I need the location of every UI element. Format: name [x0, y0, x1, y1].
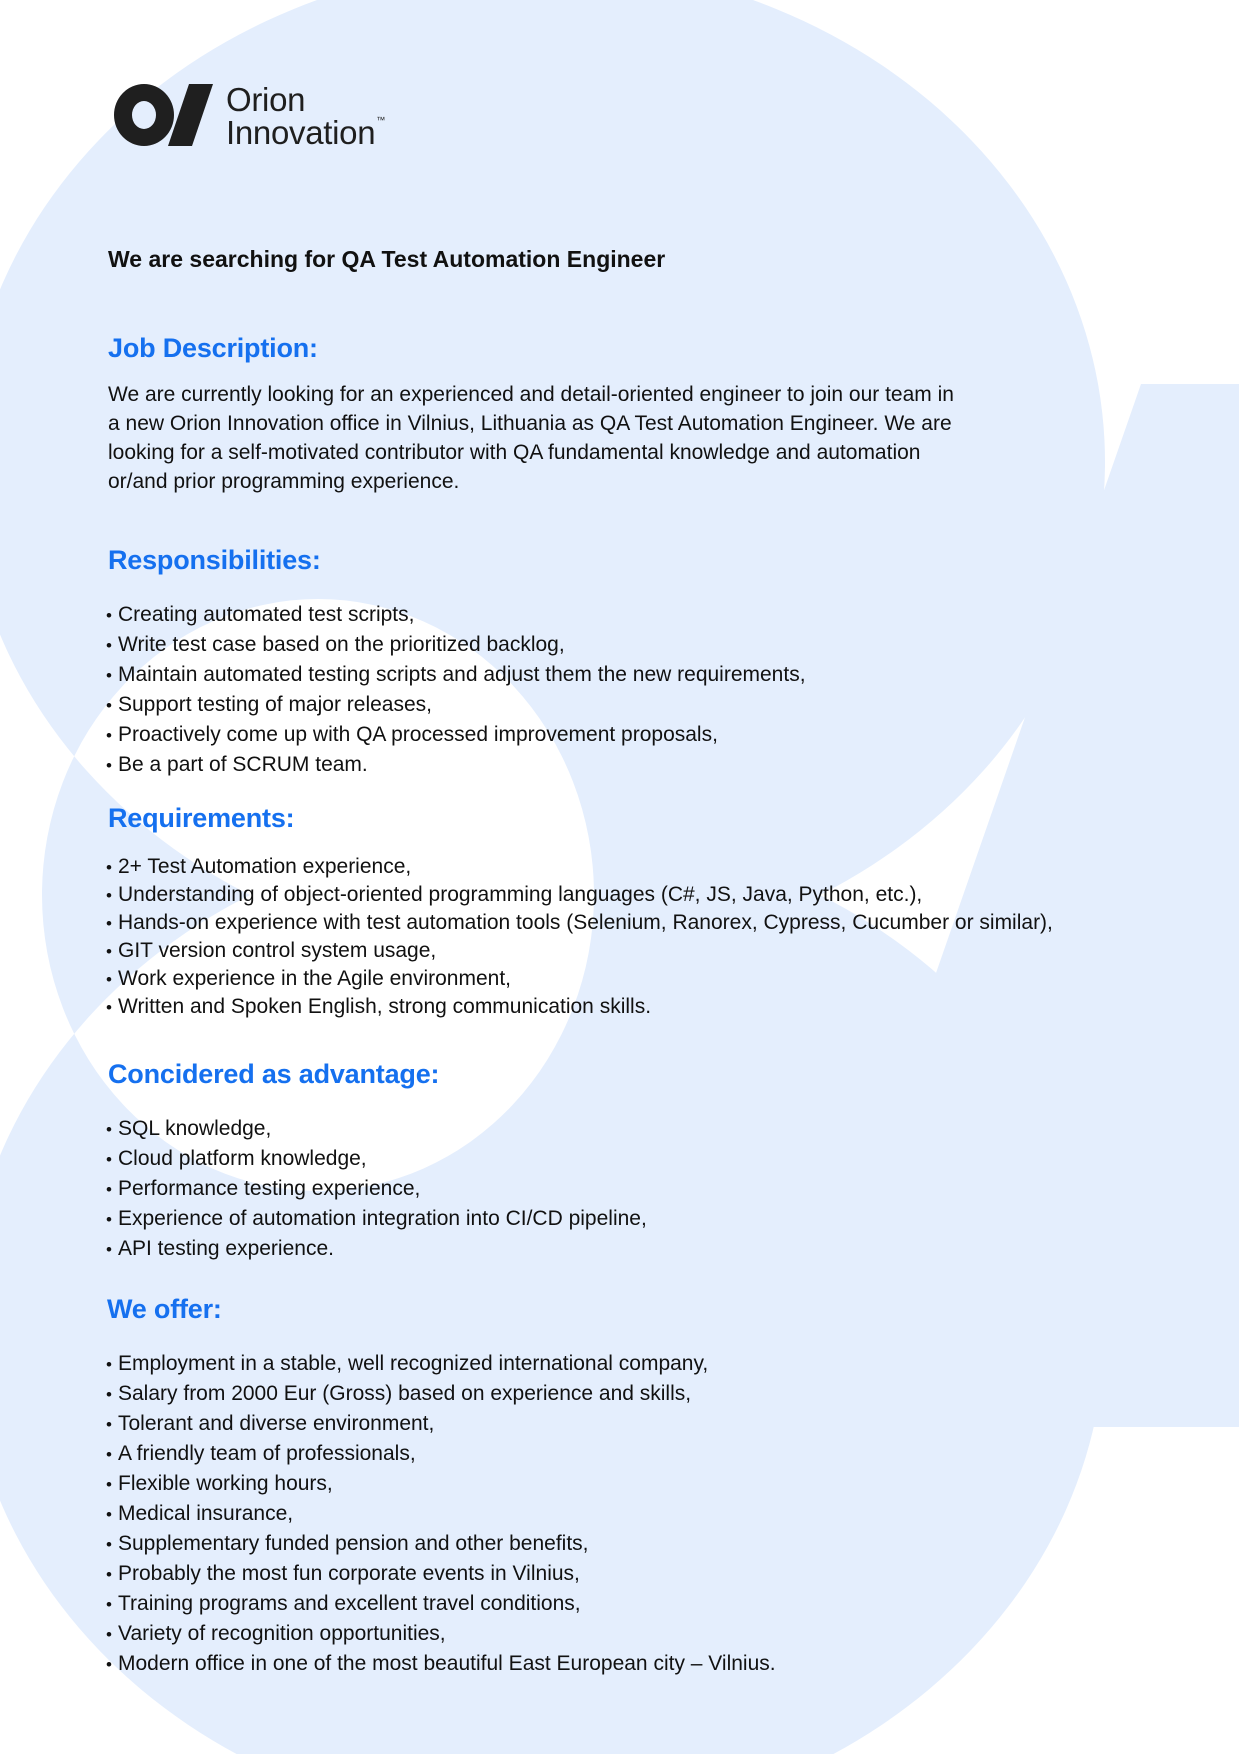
list-item: • Work experience in the Agile environment,: [108, 965, 1053, 993]
list-item: • Training programs and excellent travel conditions,: [108, 1589, 776, 1619]
list-item: • Written and Spoken English, strong communication skills.: [108, 993, 1053, 1021]
job-description-line: a new Orion Innovation office in Vilnius, Lithuania as QA Test Automation Engineer. We are: [108, 412, 952, 435]
list-item: • Salary from 2000 Eur (Gross) based on experience and skills,: [108, 1379, 776, 1409]
list-item: • Medical insurance,: [108, 1499, 776, 1529]
list-item: • Variety of recognition opportunities,: [108, 1619, 776, 1649]
section-title-job-description: Job Description:: [108, 333, 318, 363]
list-item: • Tolerant and diverse environment,: [108, 1409, 776, 1439]
list-item: • SQL knowledge,: [108, 1114, 647, 1144]
list-item: • 2+ Test Automation experience,: [108, 853, 1053, 881]
list-item: • Support testing of major releases,: [108, 690, 806, 720]
requirements-list: [108, 853, 1053, 1021]
list-item: • Cloud platform knowledge,: [108, 1144, 647, 1174]
list-item: • Performance testing experience,: [108, 1174, 647, 1204]
section-title-we-offer: We offer:: [107, 1294, 222, 1324]
list-item: • Write test case based on the prioritized backlog,: [108, 630, 806, 660]
trademark-symbol: ™: [376, 115, 385, 125]
list-item: • Employment in a stable, well recognized international company,: [108, 1349, 776, 1379]
logo-wordmark-line2: [226, 116, 385, 149]
list-item: • A friendly team of professionals,: [108, 1439, 776, 1469]
list-item: • Experience of automation integration into CI/CD pipeline,: [108, 1204, 647, 1234]
job-description-line: or/and prior programming experience.: [108, 470, 460, 493]
section-title-requirements: Requirements:: [108, 803, 295, 833]
list-item: • Maintain automated testing scripts and adjust them the new requirements,: [108, 660, 806, 690]
list-item: • Probably the most fun corporate events in Vilnius,: [108, 1559, 776, 1589]
list-item: • GIT version control system usage,: [108, 937, 1053, 965]
advantage-list: [108, 1114, 647, 1264]
job-description-line: We are currently looking for an experienced and detail-oriented engineer to join our team in: [108, 383, 954, 406]
job-description-line: looking for a self-motivated contributor with QA fundamental knowledge and automation: [108, 441, 921, 464]
responsibilities-list: [108, 600, 806, 780]
list-item: • Hands-on experience with test automation tools (Selenium, Ranorex, Cypress, Cucumber or similar),: [108, 909, 1053, 937]
logo-mark-icon: [114, 82, 214, 148]
list-item: • Creating automated test scripts,: [108, 600, 806, 630]
company-logo: [114, 82, 414, 156]
job-description-paragraph: [108, 380, 1068, 496]
page-title: We are searching for QA Test Automation Engineer: [108, 246, 666, 272]
logo-wordmark-line2-text: Innovation: [226, 114, 376, 151]
logo-wordmark: [226, 83, 385, 149]
list-item: • Flexible working hours,: [108, 1469, 776, 1499]
offer-list: [108, 1349, 776, 1679]
list-item: • Proactively come up with QA processed improvement proposals,: [108, 720, 806, 750]
list-item: • Understanding of object-oriented programming languages (C#, JS, Java, Python, etc.),: [108, 881, 1053, 909]
logo-wordmark-line1: Orion: [226, 81, 306, 118]
section-title-advantage: Concidered as advantage:: [108, 1059, 440, 1089]
list-item: • Supplementary funded pension and other benefits,: [108, 1529, 776, 1559]
list-item: • Modern office in one of the most beautiful East European city – Vilnius.: [108, 1649, 776, 1679]
section-title-responsibilities: Responsibilities:: [108, 545, 321, 575]
list-item: • Be a part of SCRUM team.: [108, 750, 806, 780]
list-item: • API testing experience.: [108, 1234, 647, 1264]
